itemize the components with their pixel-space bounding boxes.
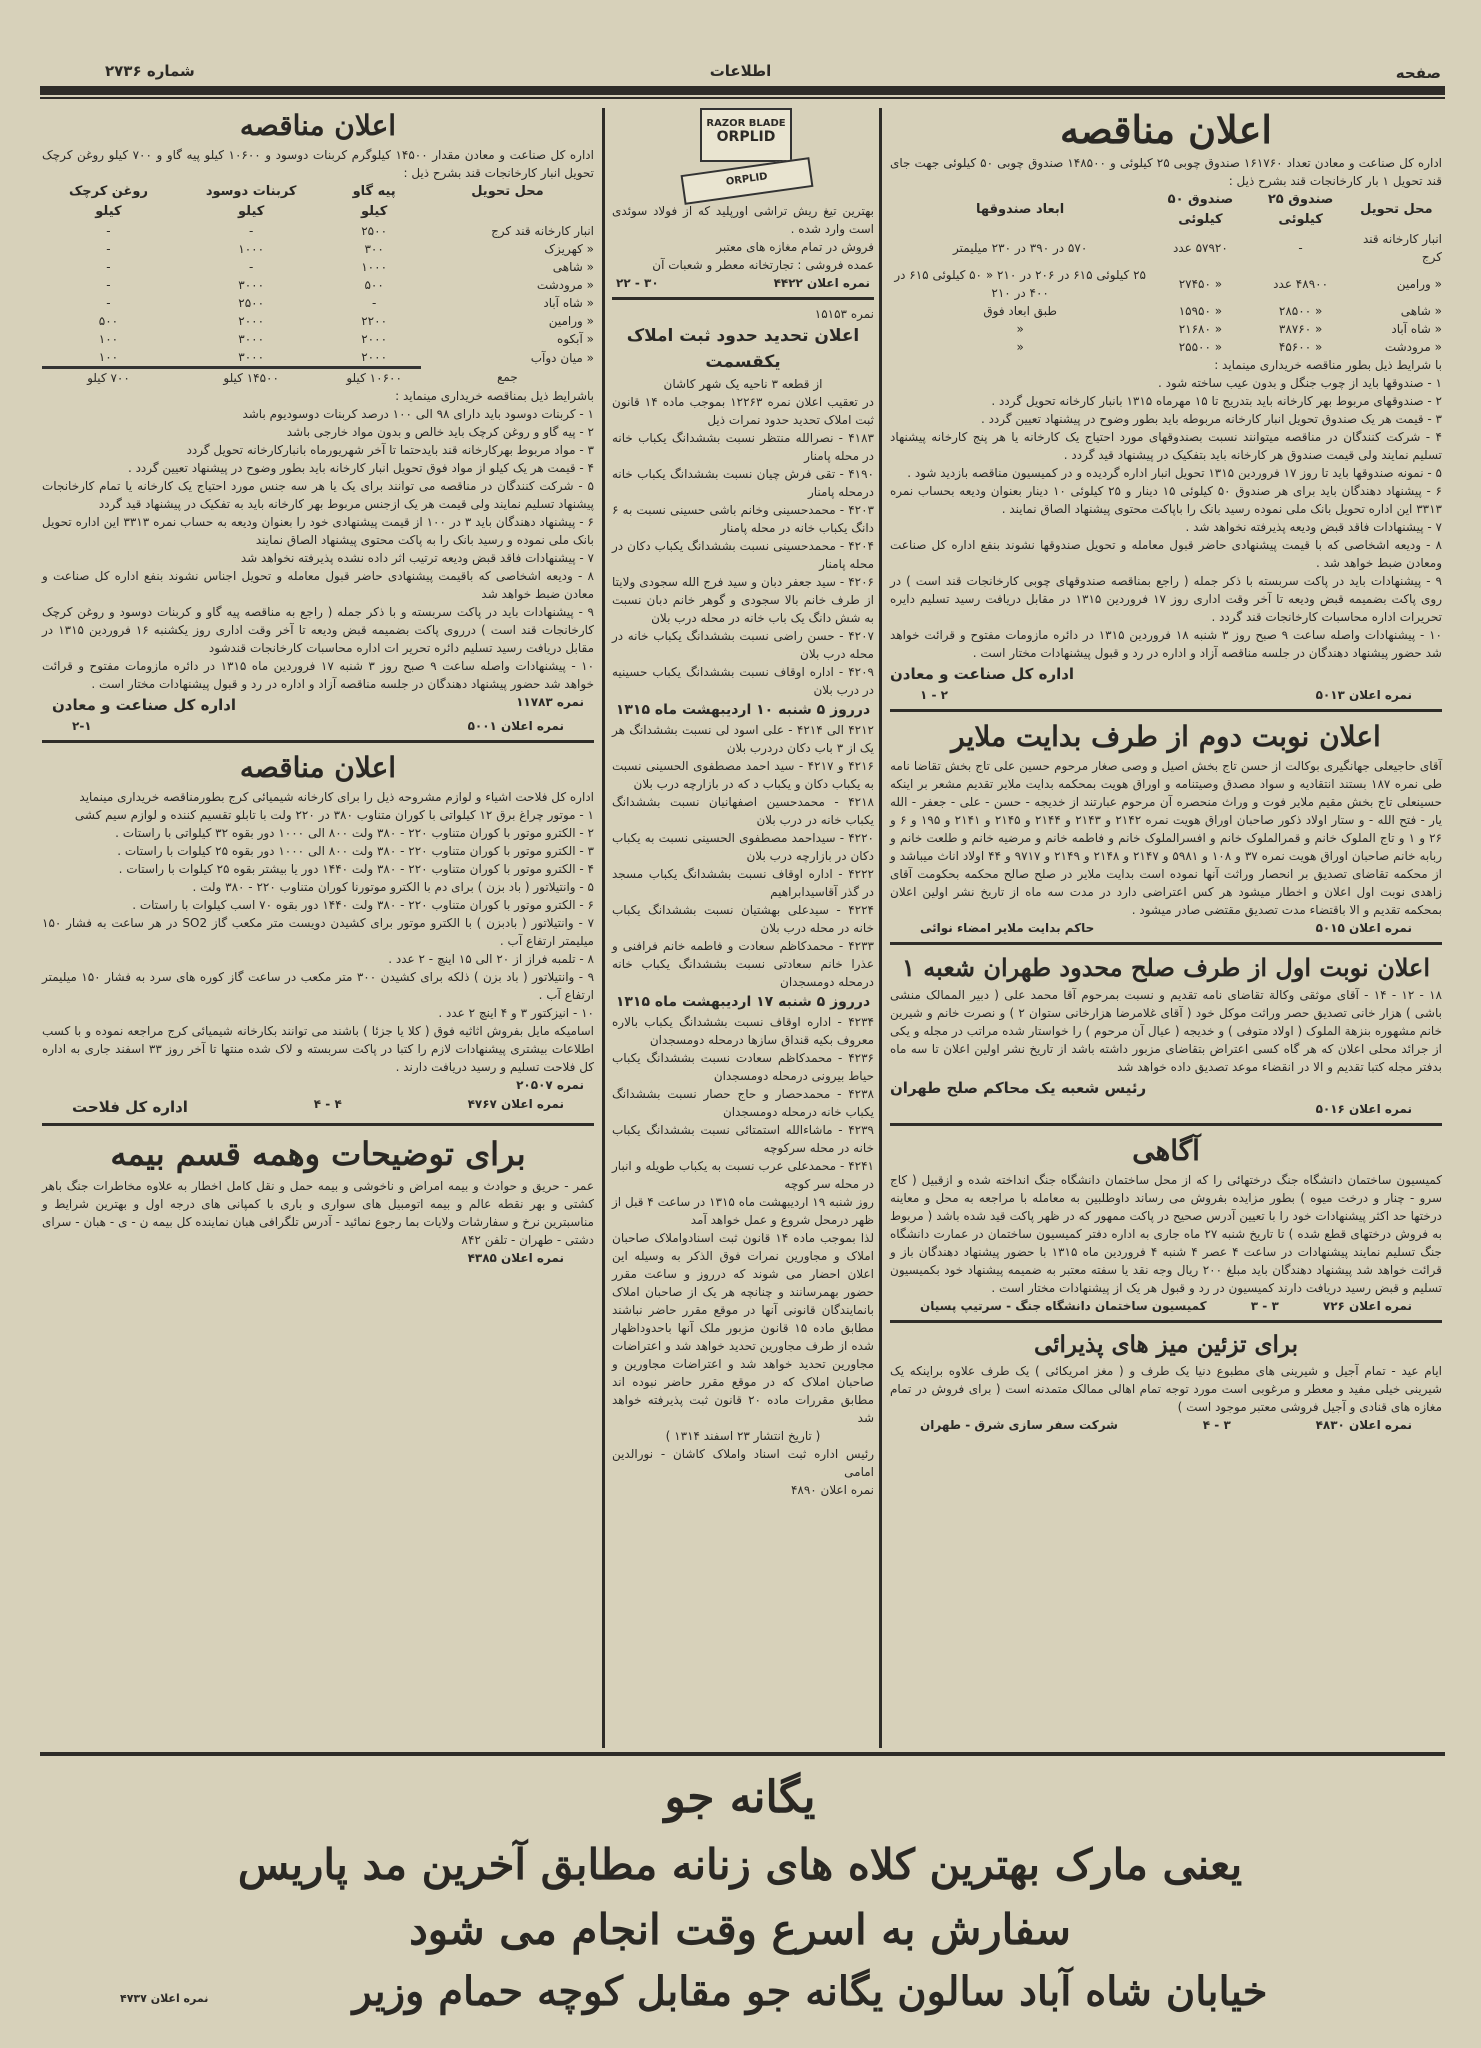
paragraph: ۴۲۰۷ - حسن راضی نسبت بششدانگ یکباب خانه در محله درب بلان	[612, 629, 874, 661]
table-cell: ۵۷۰ در ۳۹۰ در ۲۳۰ میلیمتر	[953, 241, 1088, 255]
column-header: کربنات دوسود	[205, 184, 297, 199]
paragraph: ۴۲۳۳ - محمدکاظم سعادت و فاطمه خانم فرافنی و عذرا خانم سعادتی نسبت بششدانگ یکباب خانه درمحله دومسجدان	[612, 939, 874, 989]
paragraph: ۱۸ - ۱۲ - ۱۴ - آقای موثقی وکالة تقاضای نامه تقدیم و نسبت بمرحوم آقا محمد علی ( دبیر الممالک منشی باشی ) هزار خانی تصدیق حصر وراثت موکل خود ( آقای غلامرضا هزارخانی ستوان ۲ ) و نصرت خانم و شیرین خانم مشهوره بنزهة الملوک ( اولاد متوفی ) و خدیجه ( عیال آن مرحوم ) را خواستار شده مراتب در مجله و یکی از جرائد محلی اعلان که هر گاه کسی اعتراض بتقاضای مزبور داشته باشد از تاریخ نشر اولین اعلان تا سه ماه بدفتر مجله کتبا تقدیم و الا در انقضاء موعد تصدیق داده خواهد شد	[890, 988, 1442, 1074]
table-cell: « ۲۱۶۸۰	[1178, 322, 1223, 336]
paragraph: باشرایط ذیل بمناقصه خریداری مینماید :	[395, 389, 594, 403]
paragraph: ۵ - نمونه صندوقها باید تا روز ۱۷ فروردین ۱۳۱۵ تحویل انبار اداره گردیده و در کمیسیون مناقصه بازدید شود .	[907, 466, 1442, 480]
paragraph: ۴ - قیمت هر یک کیلو از مواد فوق تحویل انبار کارخانه باید بطور وضوح در پیشنهاد تعیین گردد .	[127, 461, 594, 475]
column-header: ابعاد صندوقها	[976, 202, 1065, 217]
paragraph-list	[42, 387, 594, 693]
ad-sequence: ۲ - ۱	[920, 688, 948, 702]
table-cell: ۳۰۰۰	[238, 278, 265, 292]
paragraph: ۲ - صندوقهای مربوط بهر کارخانه باید بتدریج تا ۱۵ مهرماه ۱۳۱۵ بانبار کارخانه تحویل گردد .	[991, 394, 1442, 408]
right-column	[890, 106, 1442, 1435]
paragraph: در تعقیب اعلان نمره ۱۲۲۶۳ بموجب ماده ۱۴ قانون ثبت املاک تحدید حدود نمرات ذیل	[612, 395, 874, 427]
razor-brand: ORPLID	[725, 171, 769, 188]
table-cell: « ۲۷۴۵۰	[1178, 277, 1223, 291]
paragraph: ۱ - کربنات دوسود باید دارای ۹۸ الی ۱۰۰ درصد کربنات دوسودیوم باشد	[242, 407, 594, 421]
paragraph: ۱ - موتور چراغ برق ۱۲ کیلواتی با کوران متناوب ۳۸۰ در ۲۲۰ ولت با تابلو تقسیم کننده و لوازم سیم کشی	[74, 808, 594, 822]
paragraph: عمر - حریق و حوادث و بیمه امراض و ناخوشی و بیمه حمل و نقل کامل اخطار به علاوه مخاطرات جنگ باهر کشتی و بهر نقطه عالم و بیمه اتومبیل های سواری و باری با کمپانی های درجه اول و بهترین شرایط و مناسبترین نرخ و سفارشات ولایات بما رجوع نمائید - آدرس تلگرافی هبان نماینده کل بیمه ن - ی - هبان - سرای دشتی - طهران - تلفن ۸۴۲	[42, 1179, 594, 1247]
column-divider	[602, 108, 605, 1748]
total-cell: ۱۰۶۰۰ کیلو	[327, 368, 420, 388]
table-cell: « میان دوآب	[530, 350, 594, 365]
table-cell: « ورامین	[548, 314, 594, 328]
ad-title: اعلان نوبت اول از طرف صلح محدود طهران شعبه ۱	[901, 953, 1431, 982]
chemicals-table	[42, 182, 594, 387]
ad-signature: رئیس شعبه یک محاکم صلح طهران	[890, 1079, 1147, 1097]
paragraph: ۴۲۲۴ - سیدعلی بهشتیان نسبت بششدانگ یکباب خانه در محله درب بلان	[612, 903, 874, 935]
paragraph-list	[890, 1171, 1442, 1297]
paragraph: ۳ - مواد مربوط بهرکارخانه قند بایدحتما تا آخر شهریورماه بانبارکارخانه تحویل گردد	[186, 443, 594, 457]
publish-date: ( تاریخ انتشار ۲۳ اسفند ۱۳۱۴ )	[665, 1429, 821, 1443]
paragraph: ۳ - الکترو موتور با کوران متناوب ۲۲۰ - ۳۸۰ ولت ۸۰۰ الی ۱۰۰۰ دور بقوه ۲۵ کیلوات با راستات .	[117, 844, 594, 858]
reception-ad	[890, 1328, 1442, 1435]
table-cell: -	[106, 224, 111, 238]
table-cell: ۵۰۰	[364, 278, 384, 292]
newspaper-name: اطلاعات	[709, 62, 772, 80]
paragraph-list	[42, 1177, 594, 1249]
banner-line-3: خیابان شاه آباد سالون یگانه جو مقابل کوچه حمام وزیر	[352, 1968, 1268, 2015]
ad-number: نمره اعلان ۵۰۱۶	[1315, 1102, 1412, 1116]
paragraph: ۷ - پیشنهادات فاقد قبض ودیعه ترتیب اثر داده نشده پذیرفته نخواهد شد	[240, 551, 594, 565]
razor-image-area	[612, 106, 874, 202]
table-cell: انبار کارخانه قند کرج	[1362, 232, 1442, 264]
ad-number: نمره اعلان ۴۴۲۲	[773, 276, 870, 290]
column-header: محل تحویل	[1360, 202, 1433, 217]
paragraph: ۱۰ - پیشنهادات واصله ساعت ۹ صبح روز ۳ شنبه ۱۷ فروردین ماه ۱۳۱۵ در دائره مازومات مفتوح و قرائت خواهد شد حضور پیشنهاد دهندگان در جلسه مناقصه آزاد و اداره در رد و قبول پیشنهادات مختار است .	[42, 659, 595, 691]
table-cell: «	[1016, 322, 1024, 336]
table-row	[42, 240, 594, 258]
table-cell: « آبکوه	[557, 332, 594, 346]
table-row	[890, 266, 1442, 302]
paragraph: ۴۲۰۳ - محمدحسینی وخانم باشی حسینی نسبت به ۶ دانگ یکباب خانه در محله پامنار	[612, 503, 874, 535]
paragraph: کمیسیون ساختمان دانشگاه جنگ درختهائی را که از محل ساختمان دانشگاه جنگ انداخته شده و ازقبیل ( کاج سرو - چنار و درخت میوه ) بطور مزایده بفروش می رساند داوطلبین به معامله با مراجعه به محل و معاینه درختها حد اکثر پیشنهادات خود را با تعیین آدرس صحیح در پاکت ممهور که در ظهر پاکت قید شده باشد ( مربوط به فروش درختهای قطع شده ) تا تاریخ شنبه ۲۷ ماه جاری به اداره دفتر کمیسیون ساختمان در عمارت دانشگاه جنگ تسلیم نمایند پیشنهادات در ساعت ۴ عصر ۴ شنبه ۴ فروردین ماه ۱۳۱۵ با حضور پیشنهاد دهندگان باز و قرائت خواهد شد پیشنهاد دهندگان باید مبلغ ۲۰۰ ریال وجه نقد یا سفته معتبر به ضمیمه پیشنهاد خود بکمیسیون تسلیم و قبض رسید دریافت دارند کمیسیون در رد و قبول هر یک از پیشنهادات مختار است .	[890, 1173, 1442, 1295]
table-cell: «	[1016, 340, 1024, 354]
table-cell: « کهریزک	[544, 242, 594, 256]
ad-title: اعلان تحدید حدود ثبت املاک یکقسمت	[626, 326, 860, 372]
tender-ad-boxes	[890, 106, 1442, 705]
ad-number: نمره اعلان ۴۷۶۷	[467, 1097, 564, 1111]
paragraph: ۴۱۹۰ - تقی فرش چیان نسبت بششدانگ یکباب خانه درمحله پامنار	[612, 467, 874, 499]
ad-title: برای تزئین میز های پذیرائی	[1033, 1331, 1299, 1358]
paragraph-list	[612, 721, 874, 991]
table-row	[42, 330, 594, 348]
paragraph: ۴۲۱۶ و ۴۲۱۷ - سید احمد مصطفوی الحسینی نسبت به یکباب دکان و یکباب د که در بازارچه درب بلان	[612, 759, 874, 791]
table-row	[42, 348, 594, 368]
paragraph: فروش در تمام مغازه های معتبر	[716, 240, 874, 254]
divider	[890, 1320, 1442, 1323]
paragraph: ۲ - پیه گاو و روغن کرچک باید خالص و بدون مواد خارجی باشد	[286, 425, 594, 439]
unit-label: کیلو	[360, 204, 388, 219]
table-cell: ۵۰۰	[98, 314, 119, 328]
paragraph: ۸ - ودیعه اشخاصی که با قیمت پیشنهادی حاضر قبول معامله و تحویل صندوقها نشوند بنفع اداره کل صناعت ومعادن ضبط خواهد شد .	[890, 538, 1442, 570]
paragraph: ۴۱۸۳ - نصرالله منتظر نسبت بششدانگ یکباب خانه در محله پامنار	[612, 431, 874, 463]
table-header-row	[890, 190, 1442, 230]
table-row	[42, 258, 594, 276]
ad-subtitle: از قطعه ۳ ناحیه یک شهر کاشان	[663, 377, 823, 391]
razor-package-image	[700, 108, 792, 162]
column-header: صندوق ۲۵ کیلوئی	[1267, 192, 1334, 227]
registry-notice	[612, 305, 874, 1499]
table-cell: « ورامین	[1396, 277, 1442, 291]
table-cell: -	[248, 260, 254, 274]
table-cell: ۱۰۰	[98, 350, 119, 364]
ad-signature: رئیس اداره ثبت اسناد واملاک کاشان - نورالدین امامی	[612, 1447, 874, 1479]
ad-number: نمره اعلان ۵۰۱۵	[1315, 921, 1412, 935]
table-cell: ۲۵۰۰	[238, 296, 265, 310]
tender-ad-agriculture	[42, 748, 594, 1119]
table-cell: « ۲۸۵۰۰	[1278, 304, 1323, 318]
header-rule-thin	[40, 97, 1445, 99]
ad-number: نمره اعلان ۵۰۱۳	[1315, 688, 1412, 702]
ad-number: نمره اعلان ۴۳۸۵	[467, 1251, 564, 1265]
table-row	[890, 302, 1442, 320]
table-cell: ۲۵ کیلوئی ۶۱۵ در ۲۰۶ در ۲۱۰ « ۵۰ کیلوئی ۶۱۵ در ۴۰۰ در ۲۱۰	[894, 268, 1146, 300]
total-cell: جمع	[497, 370, 518, 385]
paragraph-list	[612, 1013, 874, 1427]
extra-number: نمره ۱۱۷۸۳	[516, 695, 584, 709]
tender-ad-chemicals	[42, 106, 594, 736]
table-cell: « شاهی	[1400, 304, 1442, 318]
divider	[890, 942, 1442, 945]
ad-number: نمره اعلان ۷۲۶	[1322, 1299, 1412, 1313]
unit-label: کیلو	[95, 204, 122, 219]
unit-label: کیلو	[237, 204, 265, 219]
ad-number: نمره اعلان ۵۰۰۱	[467, 719, 564, 733]
paragraph: ۷ - وانتیلاتور ( بادبزن ) با الکترو موتور برای کشیدن دویست متر مکعب گاز SO2 در هر ساعت به فشار ۱۵۰ میلیمتر ارتفاع آب .	[42, 916, 595, 948]
ad-signature: اداره کل صناعت و معادن	[52, 696, 237, 714]
left-column	[42, 106, 594, 1268]
ad-intro: اداره کل صناعت و معادن تعداد ۱۶۱۷۶۰ صندوق چوبی ۲۵ کیلوئی و ۱۴۸۵۰۰ صندوق چوبی ۵۰ کیلوئی جهت جای قند تحویل ۱ بار کارخانجات قند بشرح ذیل :	[890, 156, 1443, 188]
table-cell: -	[106, 296, 111, 310]
banner-line-2: سفارش به اسرع وقت انجام می شود	[409, 1905, 1071, 1954]
divider	[890, 709, 1442, 712]
paragraph: ۶ - پیشنهاد دهندگان باید برای هر صندوق ۵۰ کیلوئی ۱۵ دینار و ۲۵ کیلوئی ۱۰ دینار بعنوان ودیعه بحساب نمره ۳۳۱۳ این اداره تحویل بانک ملی نموده رسید بانک را باپاکت محتوی پیشنهاد الصاق نمایند .	[890, 484, 1442, 516]
razor-brand-sub: RAZOR BLADE	[706, 118, 786, 129]
paragraph: ۴ - الکترو موتور با کوران متناوب ۲۲۰ - ۳۸۰ ولت ۱۴۴۰ دور یا بیشتر بقوه ۲۵ کیلوات با راستات .	[118, 862, 594, 876]
table-row	[42, 276, 594, 294]
table-cell: « ۲۵۵۰۰	[1178, 340, 1223, 354]
banner-ad-number: نمره اعلان ۴۷۳۷	[120, 1992, 209, 2005]
paragraph-list	[890, 1362, 1442, 1416]
ad-title: اعلان مناقصه	[1060, 107, 1272, 152]
total-row	[42, 368, 594, 388]
table-row	[890, 320, 1442, 338]
unit-row	[42, 202, 594, 222]
paragraph-list	[890, 757, 1442, 919]
table-cell: ۴۸۹۰۰ عدد	[1273, 277, 1329, 291]
paragraph: ۴۲۳۴ - اداره اوقاف نسبت بششدانگ یکباب بالاره معروف بکیه قنداق سازها درمحله دومسجدان	[612, 1015, 874, 1047]
table-cell: ۱۰۰۰	[361, 260, 388, 274]
table-cell: ۱۰۰	[98, 332, 119, 346]
paragraph: ۶ - الکترو موتور با کوران متناوب ۲۲۰ - ۳۸۰ ولت ۱۴۴۰ دور بقوه ۷۰ اسب کیلوات با راستات .	[132, 898, 594, 912]
ad-title: برای توضیحات وهمه قسم بیمه	[110, 1135, 526, 1173]
ad-sequence: ۲-۱	[72, 719, 92, 733]
razor-blade-image	[681, 157, 814, 205]
ad-title: آگاهی	[1132, 1134, 1200, 1167]
paragraph: لذا بموجب ماده ۱۴ قانون ثبت اسنادواملاک صاحبان املاک و مجاورین نمرات فوق الذکر به وسیله این اعلان احضار می شوند که درروز و ساعت مقرر حضور بهمرسانند و چنانچه هر یک از صاحبان املاک بانمایندگان قانونی آنها در موقع مقرر حاضر نباشند مطابق ماده ۱۵ قانون مزبور ملک آنها باحدوداظهار شده از طرف مجاورین تحدید خواهد شد و اعتراضات مجاورین تحدید خواهد شد و اعتراضات مجاورین و صاحبان املاک که در موقع مقرر حاضر نبوده اند مطابق مقررات ماده ۲۰ قانون ثبت پذیرفته خواهد شد	[612, 1231, 874, 1425]
table-cell: -	[106, 260, 111, 274]
table-cell: ۲۰۰۰	[361, 350, 388, 364]
ad-signature: حاکم بدایت ملایر امضاء نوائی	[920, 921, 1095, 935]
paragraph: ۸ - ودیعه اشخاصی که باقیمت پیشنهادی حاضر قبول معامله و تحویل اجناس نشوند بنفع اداره کل صناعت و معادن ضبط خواهد شد	[42, 569, 594, 601]
extra-number: نمره ۲۰۵۰۷	[516, 1078, 584, 1092]
paragraph: ۱۰ - پیشنهادات واصله ساعت ۹ صبح روز ۳ شنبه ۱۸ فروردین ۱۳۱۵ در دائره مازومات مفتوح و قرائت خواهد شد حضور پیشنهاد دهندگان در جلسه مناقصه آزاد و اداره در رد و قبول پیشنهادات مختار است .	[890, 628, 1442, 660]
ad-signature: اداره کل صناعت و معادن	[890, 665, 1075, 683]
ad-title: اعلان مناقصه	[239, 109, 397, 142]
column-header: صندوق ۵۰ کیلوئی	[1167, 192, 1234, 227]
table-cell: -	[1298, 241, 1303, 255]
paragraph: عمده فروشی : تجارتخانه معطر و شعبات آن	[652, 258, 874, 272]
paragraph: ۲ - الکترو موتور با کوران متناوب ۲۲۰ - ۳۸۰ ولت ۸۰۰ الی ۱۰۰۰ دور بقوه ۳۲ کیلواتی با راستات .	[115, 826, 594, 840]
table-cell: « ۴۵۶۰۰	[1278, 340, 1323, 354]
ad-signature: شرکت سفر سازی شرق - طهران	[920, 1418, 1118, 1432]
paragraph: ۱۰ - انیزکتور ۳ و ۴ اینچ ۲ عدد .	[438, 1006, 594, 1020]
table-cell: ۲۰۰۰	[361, 332, 388, 346]
ad-signature: اداره کل فلاحت	[72, 1098, 188, 1116]
column-divider	[879, 108, 882, 1748]
table-cell: « شاه آباد	[1391, 322, 1442, 336]
table-cell: ۳۰۰۰	[238, 332, 265, 346]
ad-number: نمره اعلان ۴۸۹۰	[790, 1483, 874, 1497]
paragraph: اسامیکه مایل بفروش اثاثیه فوق ( کلا یا جزئا ) باشند می توانند بکارخانه شیمیائی کرج مراجعه نموده و با کسب اطلاعات بیشتری پیشنهادات لازم را کتبا در پاکت سربسته و لاک شده منتها تا آخر روز ۳۳ اسفند جاری به اداره کل فلاحت تسلیم و رسید دریافت دارند .	[42, 1024, 594, 1074]
table-row	[42, 312, 594, 330]
paragraph: ۴۲۳۸ - محمدحصار و حاج حصار نسبت بششدانگ یکباب خانه درمحله دومسجدان	[612, 1087, 874, 1119]
paragraph-list	[42, 788, 594, 1076]
tehran-court-notice	[890, 950, 1442, 1119]
paragraph: روز شنبه ۱۹ اردیبهشت ماه ۱۳۱۵ در ساعت ۴ قبل از ظهر درمحل شروع و عمل خواهد آمد	[612, 1195, 874, 1227]
paragraph: ۴۲۴۱ - محمدعلی عرب نسبت به یکباب طویله و انبار در محله سر کوچه	[612, 1159, 874, 1191]
table-cell: « ۱۵۹۵۰	[1178, 304, 1223, 318]
banner-brand: یگانه جو	[664, 1772, 816, 1823]
table-cell: ۳۰۰۰	[238, 350, 265, 364]
table-cell: ۲۲۰۰	[361, 314, 388, 328]
paragraph: ۵ - وانتیلاتور ( باد بزن ) برای دم با الکترو موتورنا کوران متناوب ۲۲۰ - ۳۸۰ ولت .	[192, 880, 594, 894]
ad-sequence: ۳ - ۳	[1250, 1299, 1279, 1313]
paragraph: ۴۲۲۰ - سیداحمد مصطفوی الحسینی نسبت به یکباب دکان در بازارچه درب بلان	[612, 831, 874, 863]
page-label: صفحه	[1395, 64, 1441, 82]
header-rule	[40, 86, 1445, 95]
table-cell: انبار کارخانه قند کرج	[491, 224, 594, 238]
table-row	[890, 338, 1442, 356]
table-cell: « مرودشت	[1384, 340, 1442, 354]
session-date: درروز ۵ شنبه ۱۷ اردیبهشت ماه ۱۳۱۵	[615, 994, 871, 1010]
table-cell: « ۳۸۷۶۰	[1278, 322, 1323, 336]
boxes-table	[890, 190, 1442, 356]
paragraph: ۴۲۱۲ الی ۴۲۱۴ - علی اسود لی نسبت بششدانگ هر یک از ۳ باب دکان دردرب بلان	[612, 723, 874, 755]
paragraph-list	[890, 356, 1442, 662]
issue-number: شماره ۲۷۳۶	[105, 62, 195, 80]
paragraph: ۹ - پیشنهادات باید در پاکت سربسته و با ذکر جمله ( راجع به مناقصه پیه گاو و کربنات دوسود و روغن کرچک کارخانجات قند است ) درروی پاکت بضمیمه قبض ودیعه تا آخر وقت اداری روز یکشنبه ۱۶ فروردین ۱۳۱۵ در مقابل دریافت رسید تسلیم دائره تحریر ات اداره محاسبات کارخانجات قندشود	[42, 605, 594, 655]
notice-number: نمره ۱۵۱۵۳	[814, 307, 874, 321]
paragraph: ۸ - تلمبه فراز از ۲۰ الی ۱۵ اینچ - ۲ عدد .	[388, 952, 594, 966]
table-cell: ۱۰۰۰	[238, 242, 265, 256]
table-cell: ۵۷۹۲۰ عدد	[1172, 241, 1228, 255]
table-cell: -	[371, 296, 377, 310]
paragraph: ۶ - پیشنهاد دهندگان باید ۳ در ۱۰۰ از قیمت پیشنهادی خود را بعنوان ودیعه به حساب نمره ۳۳۱۳ این اداره تحویل بانک ملی نموده و رسید بانک را به پاکت محتوی پیشنهاد الصاق نمایند	[42, 515, 594, 547]
total-cell: ۷۰۰ کیلو	[42, 368, 175, 388]
razor-ad	[612, 106, 874, 293]
paragraph: ۷ - پیشنهادات فاقد قبض ودیعه پذیرفته نخواهد شد .	[1185, 520, 1442, 534]
paragraph: ۴۲۰۴ - محمدحسینی نسبت بششدانگ یکباب دکان در محله پامنار	[612, 539, 874, 571]
table-cell: « مرودشت	[536, 278, 594, 292]
column-header: روغن کرچک	[68, 184, 148, 199]
divider	[612, 297, 874, 300]
column-header: محل تحویل	[471, 184, 544, 199]
paragraph: ۴۲۱۸ - محمدحسین اصفهانیان نسبت بششدانگ یکباب خانه در درب بلان	[612, 795, 874, 827]
table-row	[42, 222, 594, 240]
table-cell: -	[106, 242, 111, 256]
paragraph: ۴۲۰۹ - اداره اوقاف نسبت بششدانگ یکباب حسینیه در درب بلان	[612, 665, 874, 697]
paragraph: ۱ - صندوقها باید از چوب جنگل و بدون عیب ساخته شود .	[1157, 376, 1442, 390]
table-row	[890, 230, 1442, 266]
razor-brand: ORPLID	[716, 129, 776, 145]
table-cell: ۲۰۰۰	[238, 314, 265, 328]
table-cell: طبق ابعاد فوق	[983, 304, 1057, 318]
paragraph: ایام عید - تمام آجیل و شیرینی های مطبوع دنیا یک طرف و ( مغز امریکائی ) یک طرف علاوه براینکه یک شیرینی خیلی مفید و معطر و مرغوبی است مورد توجه تمام اهالی ممالک متمدنه است ( برای فروش در تمام مغازه های قنادی و آجیل فروشی معتبر موجود است )	[890, 1364, 1442, 1414]
ad-number: نمره اعلان ۴۸۳۰	[1315, 1418, 1412, 1432]
paragraph: ۵ - شرکت کنندگان در مناقصه می توانند برای یک یا هر سه جنس مورد احتیاج یک کارخانه یا تمام کارخانجات پیشنهاد تسلیم نمایند ولی قیمت هر یک ازجنس مربوط بهر کارخانه باید به تفکیک در پیشنهاد قید گردد	[42, 479, 594, 511]
paragraph: ۴۲۳۶ - محمدکاظم سعادت نسبت بششدانگ یکباب حیاط بیرونی درمحله دومسجدان	[612, 1051, 874, 1083]
session-date: درروز ۵ شنبه ۱۰ اردیبهشت ماه ۱۳۱۵	[615, 702, 871, 718]
paragraph: با شرایط ذیل بطور مناقصه خریداری مینماید :	[1214, 358, 1442, 372]
divider	[42, 740, 594, 743]
paragraph: ۹ - وانتیلاتور ( باد بزن ) ذلکه برای کشیدن ۳۰۰ متر مکعب در ساعت گاز کوره های سرد به فشار ۱۵۰ میلیمتر ارتفاع آب .	[42, 970, 595, 1002]
table-cell: -	[248, 224, 254, 238]
paragraph: ۴ - شرکت کنندگان در مناقصه میتوانند نسبت بصندوقهای مورد احتیاج یک کارخانه یا هر پنج کارخانه پیشنهاد تسلیم نمایند ولی قیمت صندوق هر کارخانه باید بتفکیک در پیشنهاد قید گردد .	[890, 430, 1442, 462]
ad-intro: اداره کل صناعت و معادن مقدار ۱۴۵۰۰ کیلوگرم کربنات دوسود و ۱۰۶۰۰ کیلو پیه گاو و ۷۰۰ کیلو روغن کرچک تحویل انبار کارخانجات قند بشرح ذیل :	[42, 148, 594, 180]
paragraph-list	[612, 393, 874, 699]
paragraph: آقای حاجیعلی جهانگیری بوکالت از حسن تاج بخش اصیل و وصی صغار مرحوم حسین علی تاج بخش تقاضا نامه طی نمره ۱۸۷ بستند انتقادیه و سواد مصدق وصیتنامه و اوراق هویت بمحکمه بدایت ملایر تقدیم مشعر بر اینکه حسینعلی تاج بخش مقیم ملایر فوت و وراث منحصره آن مرحوم عبارتند از خدیجه - حسن - علی - جعفر - الله یار - فتح الله - و ستار اولاد ذکور صاحبان اوراق هویت نمره ۲۱۴۲ و ۲۱۴۳ و ۲۱۴۴ و ۲۱۴۵ و ۲۱۴۱ و ۱۹۵ و ۶ و ۲۶ و ۱ و تاج الملوک خانم و قمرالملوک خانم و افسرالملوک خانم و فاطمه خانم و مرضیه خانم و طلعت خانم و ربابه خانم صاحبان اوراق هویت نمره ۳۷ و ۱۰۸ و ۵۹۸۱ و ۲۱۴۷ و ۲۱۴۸ و ۲۱۴۹ و ۹۷۱۷ و ۴۴ اولاد اناث میباشد و از محکمه تقاضای تصدیق بر انحصار وراثت آنها نموده است بدایت ملایر در صلح صالح محکمه بحکومت آقای زاهدی نوبت اول اعلان و اخطار میشود هر کس اعتراضی دارد در مدت سه ماه از تاریخ نشر اولین اعلان بمحکمه تقدیم و الا باقتضاء مدت تصدیق مقتضی صادر میشود .	[890, 759, 1443, 917]
banner-rule	[40, 1752, 1445, 1756]
middle-column	[612, 106, 874, 1499]
table-row	[42, 294, 594, 312]
ad-sequence: ۳۰ - ۲۲	[616, 276, 659, 290]
malayer-notice	[890, 717, 1442, 938]
table-cell: « شاهی	[552, 260, 594, 274]
table-header-row	[42, 182, 594, 202]
insurance-ad	[42, 1131, 594, 1268]
ad-sequence: ۳ - ۴	[1202, 1418, 1231, 1432]
paragraph: ۳ - قیمت هر یک صندوق تحویل انبار کارخانه مربوطه باید بطور وضوح در پیشنهاد تعیین گردد .	[980, 412, 1442, 426]
paragraph: ۴۲۳۹ - ماشاءالله استمتائی نسبت بششدانگ یکباب خانه در محله سرکوچه	[612, 1123, 874, 1155]
divider	[890, 1123, 1442, 1126]
divider	[42, 1123, 594, 1126]
ad-title: اعلان نوبت دوم از طرف بدایت ملایر	[951, 720, 1381, 753]
paragraph: ۴۲۲۲ - اداره اوقاف نسبت بششدانگ یکباب مسجد در گذر آقاسیدابراهیم	[612, 867, 874, 899]
table-cell: ۳۰۰	[364, 242, 384, 256]
unit-label	[421, 202, 594, 222]
table-cell: « شاه آباد	[543, 296, 594, 310]
total-cell: ۱۴۵۰۰ کیلو	[175, 368, 328, 388]
ad-title: اعلان مناقصه	[239, 751, 397, 784]
ad-sequence: ۴ - ۴	[313, 1097, 342, 1111]
paragraph: اداره کل فلاحت اشیاء و لوازم مشروحه ذیل را برای کارخانه شیمیائی کرج بطورمناقصه خریداری مینماید	[79, 790, 594, 804]
table-cell: ۲۵۰۰	[361, 224, 388, 238]
paragraph: ۹ - پیشنهادات باید در پاکت سربسته با ذکر جمله ( راجع بمناقصه صندوقهای چوبی کارخانجات قند است ) در روی پاکت بضمیمه قبض ودیعه تا آخر وقت اداری روز ۱۷ فروردین ۱۳۱۵ در مقابل دریافت رسید تسلیم دایره تحریرات اداره محاسبات کارخانجات قند گردد .	[890, 574, 1442, 624]
paragraph-list	[890, 986, 1442, 1076]
paragraph: ۴۲۰۶ - سید جعفر دبان و سید فرج الله سجودی ولایتا از طرف خانم بالا سجودی و گوهر خانم دبان نسبت به شش دانگ یک باب خانه در محله درب بلان	[612, 575, 874, 625]
banner-line-1: یعنی مارک بهترین کلاه های زنانه مطابق آخرین مد پاریس	[237, 1840, 1243, 1889]
table-cell: -	[106, 278, 111, 292]
war-college-notice	[890, 1131, 1442, 1316]
column-header: پیه گاو	[352, 184, 396, 199]
paragraph-list	[612, 202, 874, 274]
paragraph: بهترین تیغ ریش تراشی اورپلید که از فولاد سوئدی است وارد شده .	[612, 204, 874, 236]
ad-signature: کمیسیون ساختمان دانشگاه جنگ - سرتیپ پسیان	[920, 1299, 1207, 1313]
